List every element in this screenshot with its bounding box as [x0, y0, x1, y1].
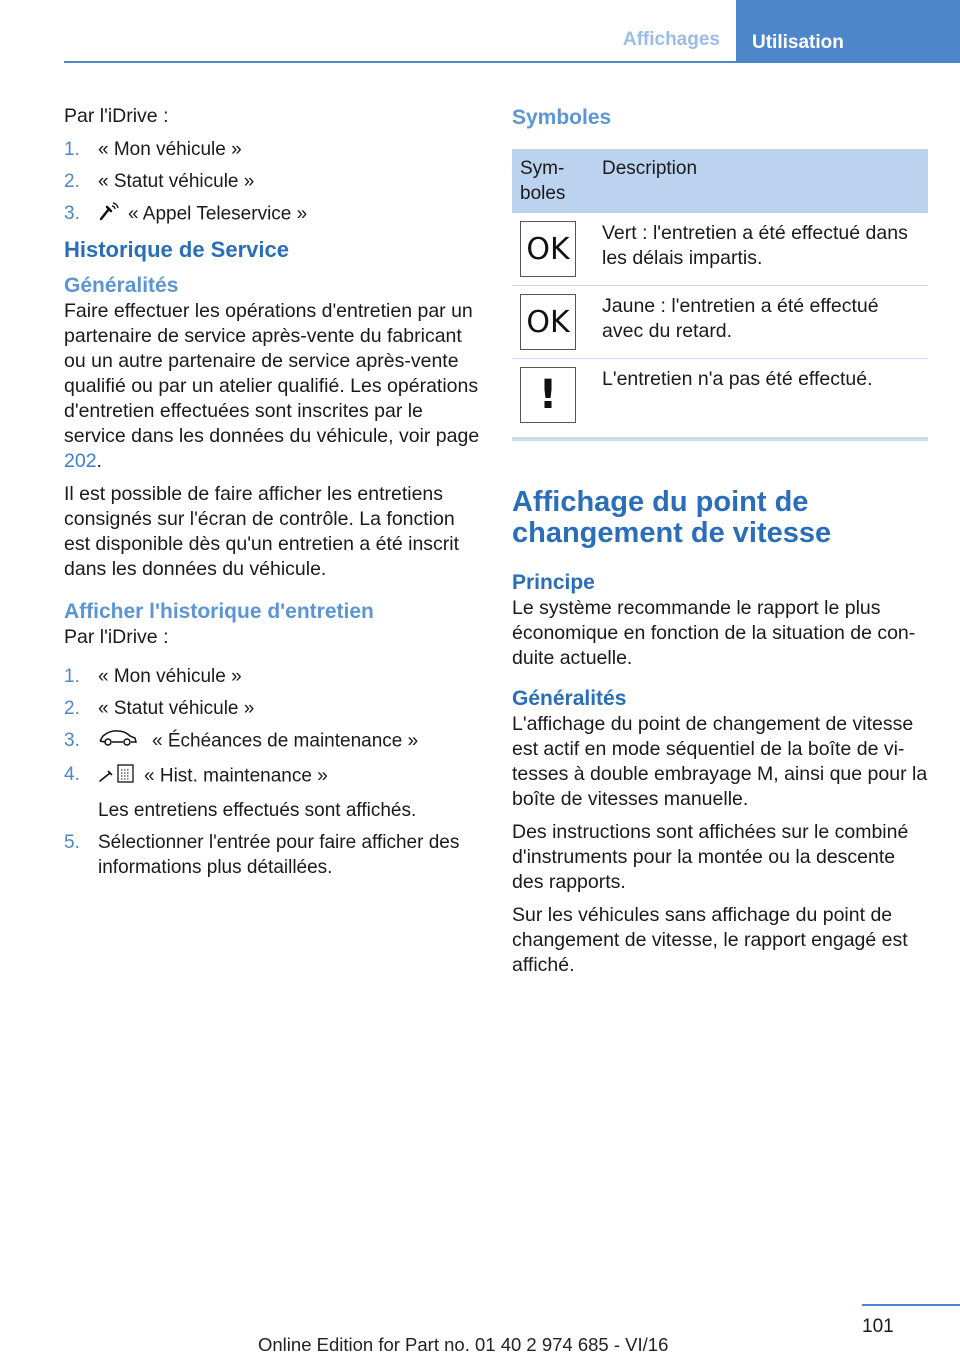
paragraph: Il est possible de faire afficher les entretiens consignés sur l'écran de contrôle. La fonction est disponible dès qu'un entretien a été inscrit dans les données du véhicule.: [64, 483, 460, 580]
list-item: [64, 830, 484, 880]
maintenance-history-icon: [98, 762, 136, 791]
intro-text: Par l'iDrive :: [64, 626, 169, 648]
ok-yellow-icon: OK: [520, 294, 576, 350]
page-header: [0, 25, 960, 63]
step-text: « Statut véhicule »: [98, 698, 255, 719]
step-number: 3.: [64, 730, 80, 751]
paragraph: L'affichage du point de changement de vitesse est actif en mode séquentiel de la boîte de vitesses à double embrayage M, ainsi que pour la boîte de vitesses manuelle.: [512, 713, 928, 810]
step-text: « Statut véhicule »: [98, 171, 255, 192]
page-number: 101: [862, 1316, 894, 1337]
subsection-heading: Symboles: [512, 106, 612, 129]
list-item: [64, 201, 484, 228]
table-row: [512, 359, 928, 440]
left-column: [64, 104, 484, 887]
section-tab[interactable]: Affichages: [622, 29, 720, 50]
subsection-heading: Afficher l'historique d'entretien: [64, 600, 374, 623]
step-number: 4.: [64, 764, 80, 785]
step-number: 1.: [64, 139, 80, 160]
steps-list-1: [64, 137, 484, 228]
list-item: [64, 664, 484, 689]
table-header-row: [512, 149, 928, 213]
right-column: [512, 104, 928, 986]
paragraph: Des instructions sont affichées sur le combiné d'instruments pour la montée ou la descente des rapports.: [512, 821, 909, 893]
step-subtext: Les entretiens effectués sont affichés.: [98, 800, 417, 821]
step-text: « Mon véhicule »: [98, 139, 242, 160]
ok-green-icon: OK: [520, 221, 576, 277]
list-item: [64, 696, 484, 721]
table-row: [512, 286, 928, 359]
page-link[interactable]: 202: [64, 450, 97, 472]
chapter-tab[interactable]: Utilisation: [736, 0, 960, 63]
step-number: 2.: [64, 698, 80, 719]
footer-rule: [862, 1304, 960, 1306]
list-item: [64, 728, 484, 755]
teleservice-icon: [98, 201, 120, 228]
step-number: 2.: [64, 171, 80, 192]
step-number: 5.: [64, 832, 80, 853]
car-icon: [98, 728, 138, 755]
exclamation-icon: !: [520, 367, 576, 423]
step-text: Sélectionner l'entrée pour faire afficher des informations plus détaillées.: [98, 832, 460, 878]
step-number: 1.: [64, 666, 80, 687]
paragraph: Sur les véhicules sans affichage du point de changement de vitesse, le rapport engagé est affiché.: [512, 904, 908, 976]
section-heading: Affichage du point de changement de vitesse: [512, 486, 832, 549]
table-cell-description: L'entretien n'a pas été effectué.: [594, 359, 928, 440]
subsection-heading: Généralités: [64, 274, 179, 297]
paragraph: Faire effectuer les opérations d'entretien par un partenaire de service après-vente du fabricant ou un autre partenaire de service après-vente qualifié ou par un atelier qualifié. Les opérations d'entretien effectuées sont inscrites par le service dans les données du véhicule, voir page 202.: [64, 300, 480, 472]
table-header-description: Description: [594, 149, 928, 213]
table-header-symbols: Sym- boles: [512, 149, 594, 213]
step-text: « Hist. maintenance »: [144, 765, 328, 787]
table-cell-description: Vert : l'entretien a été effectué dans les délais impartis.: [594, 213, 928, 286]
step-text: « Mon véhicule »: [98, 666, 242, 687]
edition-text: Online Edition for Part no. 01 40 2 974 685 - VI/16: [258, 1334, 669, 1355]
steps-list-2: [64, 664, 484, 880]
list-item: [64, 137, 484, 162]
section-heading: Historique de Service: [64, 237, 289, 262]
subsection-heading: Principe: [512, 571, 595, 594]
table-row: [512, 213, 928, 286]
subsection-heading: Généralités: [512, 687, 627, 710]
step-number: 3.: [64, 203, 80, 224]
step-text: « Échéances de maintenance »: [152, 730, 419, 752]
symbols-table: [512, 149, 928, 441]
table-cell-description: Jaune : l'entretien a été effectué avec du retard.: [594, 286, 928, 359]
intro-text: Par l'iDrive :: [64, 105, 169, 127]
paragraph: Le système recommande le rapport le plus économique en fonction de la situation de conduite actuelle.: [512, 597, 916, 669]
step-text: « Appel Teleservice »: [128, 203, 308, 225]
list-item: [64, 762, 484, 823]
header-rule: [64, 61, 960, 63]
list-item: [64, 169, 484, 194]
